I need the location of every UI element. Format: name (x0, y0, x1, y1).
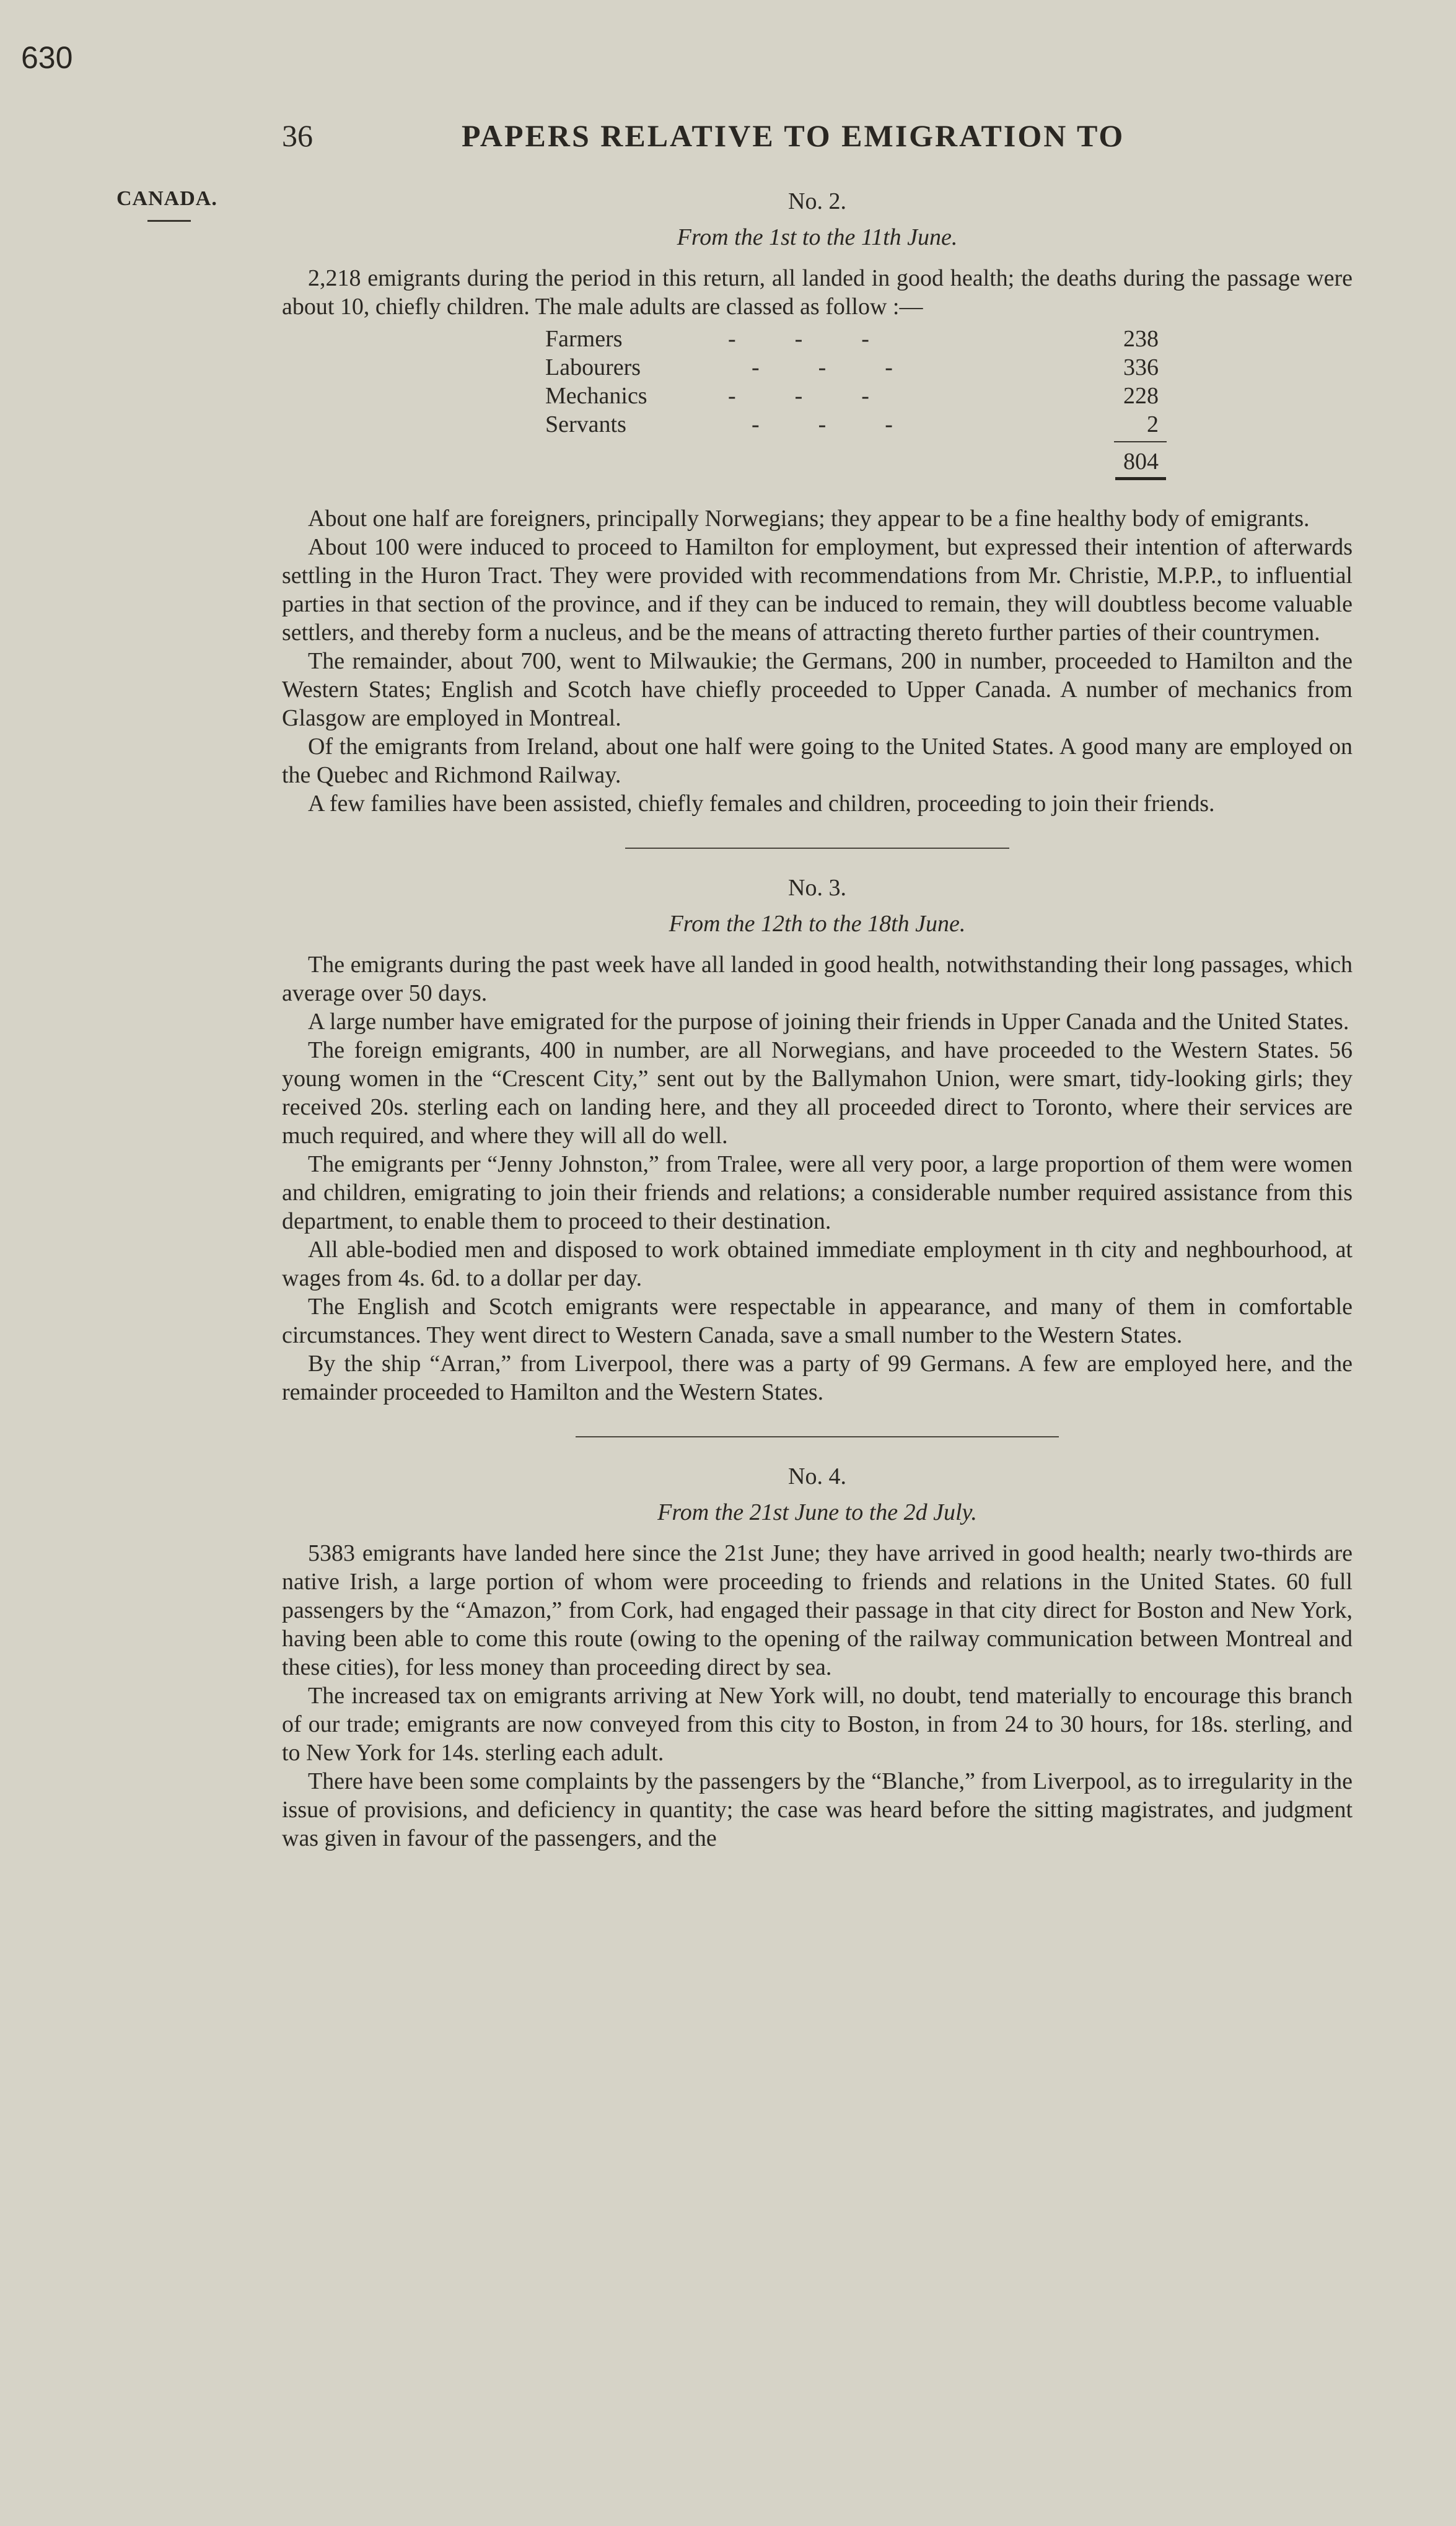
class-count: 238 (1123, 326, 1159, 352)
paragraph: The foreign emigrants, 400 in number, are all Norwegians, and have proceeded to the Western States. 56 young women in the “Crescent City,” sent out by the Ballymahon Union, were smart, tidy-looking girls; they received 20s. sterling each on landing here, and they all proceeded direct to Toronto, where their services are much required, and where they will all do well. (282, 1037, 1353, 1149)
classification-table (282, 325, 1353, 482)
section-number: No. 4. (788, 1463, 846, 1489)
class-label: Labourers (545, 354, 641, 380)
paragraph: Of the emigrants from Ireland, about one half were going to the United States. A good many are employed on the Quebec and Richmond Railway. (282, 734, 1353, 788)
table-row (282, 410, 1353, 439)
paragraph: The emigrants during the past week have all landed in good health, notwithstanding their long passages, which average over 50 days. (282, 952, 1353, 1006)
paragraph: The increased tax on emigrants arriving at New York will, no doubt, tend materially to encourage this branch of our trade; emigrants are now conveyed from this city to Boston, in from 24 to 30 hours, for 18s. sterling, and to New York for 14s. sterling each adult. (282, 1683, 1353, 1766)
folio-number: 36 (282, 118, 313, 153)
section-number: No. 3. (788, 875, 846, 901)
paragraph: The remainder, about 700, went to Milwaukie; the Germans, 200 in number, proceeded to Hamilton and the Western States; English and Scotch have chiefly proceeded to Upper Canada. A number of mechanics from Glasgow are employed in Montreal. (282, 648, 1353, 731)
leader-dashes: - - - (728, 354, 893, 380)
total-row (282, 439, 1353, 482)
total-underline (1115, 477, 1166, 480)
paragraph: A few families have been assisted, chiefly females and children, proceeding to join their friends. (308, 791, 1215, 817)
class-label: Mechanics (545, 383, 647, 409)
section-divider (625, 848, 1009, 849)
class-label: Farmers (545, 326, 623, 352)
class-label: Servants (545, 411, 626, 437)
paragraph: All able-bodied men and disposed to work obtained immediate employment in th city and neghbourhood, at wages from 4s. 6d. to a dollar per day. (282, 1237, 1353, 1291)
paragraph: About 100 were induced to proceed to Hamilton for employment, but expressed their intention of afterwards settling in the Huron Tract. They were provided with recommendations from Mr. Christie, M.P.P., to influential parties in that section of the province, and if they can be induced to remain, they will doubtless become valuable settlers, and thereby form a nucleus, and be the means of attracting thereto further parties of their countrymen. (282, 534, 1353, 646)
class-count: 228 (1123, 383, 1159, 409)
class-count: 2 (1147, 411, 1159, 437)
paragraph: The English and Scotch emigrants were respectable in appearance, and many of them in comfortable circumstances. They went direct to Western Canada, save a small number to the Western States. (282, 1294, 1353, 1348)
margin-note: CANADA. (116, 187, 217, 210)
table-row (282, 382, 1353, 410)
total-count: 804 (1123, 449, 1159, 475)
class-count: 336 (1123, 354, 1159, 380)
paragraph: 2,218 emigrants during the period in this return, all landed in good health; the deaths during the passage were about 10, chiefly children. The male adults are classed as follow :— (282, 265, 1353, 320)
section-date: From the 21st June to the 2d July. (657, 1499, 977, 1525)
leader-dashes: - - - (728, 383, 869, 409)
paragraph: A large number have emigrated for the purpose of joining their friends in Upper Canada and the United States. (308, 1009, 1349, 1035)
paragraph: The emigrants per “Jenny Johnston,” from Tralee, were all very poor, a large proportion of them were women and children, emigrating to join their friends and relations; a considerable number required assistance from this department, to enable them to proceed to their destination. (282, 1151, 1353, 1234)
table-row (282, 325, 1353, 353)
page-number: 630 (21, 40, 73, 75)
running-title: PAPERS RELATIVE TO EMIGRATION TO (462, 118, 1125, 153)
margin-rule (147, 220, 191, 222)
table-row (282, 353, 1353, 382)
sum-rule (1114, 441, 1167, 442)
section-date: From the 1st to the 11th June. (677, 224, 958, 250)
section-divider (576, 1436, 1059, 1437)
section-number: No. 2. (788, 188, 846, 214)
paragraph: By the ship “Arran,” from Liverpool, there was a party of 99 Germans. A few are employed here, and the remainder proceeded to Hamilton and the Western States. (282, 1351, 1353, 1405)
leader-dashes: - - - (728, 411, 893, 437)
page-content (282, 180, 1353, 1853)
paragraph: There have been some complaints by the passengers by the “Blanche,” from Liverpool, as to irregularity in the issue of provisions, and deficiency in quantity; the case was heard before the sitting magistrates, and judgment was given in favour of the passengers, and the (282, 1768, 1353, 1851)
section-date: From the 12th to the 18th June. (669, 911, 966, 937)
paragraph: About one half are foreigners, principally Norwegians; they appear to be a fine healthy body of emigrants. (308, 506, 1310, 532)
leader-dashes: - - - (728, 326, 869, 352)
paragraph: 5383 emigrants have landed here since the 21st June; they have arrived in good health; nearly two-thirds are native Irish, a large portion of whom were proceeding to friends and relations in the United States. 60 full passengers by the “Amazon,” from Cork, had engaged their passage in that city direct for Boston and New York, having been able to come this route (owing to the opening of the railway communication between Montreal and these cities), for less money than proceeding direct by sea. (282, 1540, 1353, 1680)
